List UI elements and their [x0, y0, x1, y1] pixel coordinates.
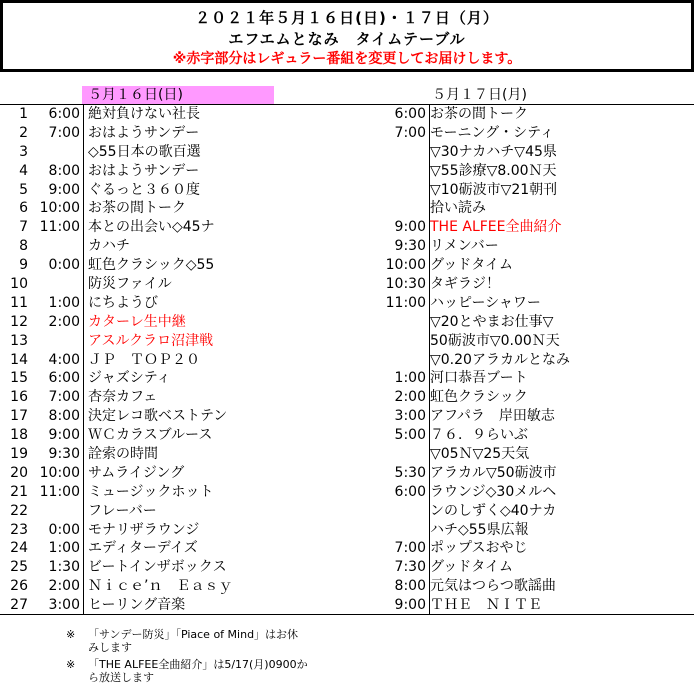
sun-time: 8:00	[48, 408, 80, 425]
mon-program: ポップスおやじ	[430, 540, 528, 557]
table-row	[0, 143, 694, 162]
row-number: 14	[10, 351, 28, 368]
sun-time: 10:00	[39, 200, 80, 217]
mon-time: 6:00	[394, 106, 426, 122]
row-number: 12	[10, 313, 28, 330]
mon-program: THE ALFEE全曲紹介	[430, 219, 562, 236]
mon-program: ハチ◇55県広報	[430, 521, 529, 538]
sun-program: ミュージックホット	[88, 483, 214, 500]
row-number: 5	[19, 181, 28, 198]
sun-time: 1:30	[48, 559, 80, 576]
mon-time: 7:30	[394, 559, 426, 576]
mon-time: 10:00	[385, 257, 426, 274]
sun-time: 9:00	[48, 181, 80, 198]
mon-time: 3:00	[394, 408, 426, 425]
mon-time: 9:00	[394, 597, 426, 614]
row-number: 1	[19, 106, 28, 122]
mon-program: ▽55診療▽8.00Ｎ天	[430, 162, 557, 179]
table-row	[0, 483, 694, 502]
row-number: 7	[19, 219, 28, 236]
sun-program: ヒーリング音楽	[88, 597, 186, 614]
sun-time: 11:00	[39, 219, 80, 236]
table-row	[0, 256, 694, 275]
row-number: 15	[10, 370, 28, 387]
mon-program: 50砺波市▽0.00Ｎ天	[430, 332, 560, 349]
sun-time: 9:00	[48, 427, 80, 444]
table-row	[0, 407, 694, 426]
row-number: 27	[10, 597, 28, 614]
table-row	[0, 388, 694, 407]
sun-program: 防災ファイル	[88, 276, 172, 293]
sun-time: 6:00	[48, 106, 80, 122]
table-row	[0, 237, 694, 256]
sun-program: 絶対負けない社長	[88, 106, 200, 122]
table-row	[0, 105, 694, 124]
sun-program: おはようサンデー	[88, 124, 200, 141]
mon-program: ＴＨＥ ＮＩＴＥ	[430, 597, 542, 614]
row-number: 25	[10, 559, 28, 576]
row-number: 18	[10, 427, 28, 444]
table-row	[0, 313, 694, 332]
sun-time: 7:00	[48, 124, 80, 141]
sun-time: 11:00	[39, 483, 80, 500]
sun-time: 10:00	[39, 464, 80, 481]
row-number: 17	[10, 408, 28, 425]
mon-program: ▽05Ｎ▽25天気	[430, 446, 530, 463]
mon-time: 1:00	[394, 370, 426, 387]
mon-time: 2:00	[394, 389, 426, 406]
sun-program: ビートインザボックス	[88, 559, 227, 576]
mon-program: ンのしずく◇40ナカ	[430, 502, 557, 519]
row-number: 9	[19, 257, 28, 274]
mon-time: 11:00	[385, 294, 426, 311]
table-row	[0, 369, 694, 388]
table-row	[0, 275, 694, 294]
row-number: 4	[19, 162, 28, 179]
mon-program: 虹色クラシック	[430, 389, 528, 406]
sun-program: おはようサンデー	[88, 162, 200, 179]
change-notice: ※赤字部分はレギュラー番組を変更してお届けします。	[172, 51, 522, 67]
table-row	[0, 426, 694, 445]
date-title: ２０２１年５月１６日(日)・１７日（月）	[195, 9, 499, 27]
sun-time: 0:00	[48, 521, 80, 538]
sun-program: ◇55日本の歌百選	[88, 143, 201, 160]
mon-program: ７６．９らいぶ	[430, 427, 528, 444]
mon-program: 拾い読み	[430, 200, 486, 217]
sun-program: フレーバー	[88, 502, 157, 519]
row-number: 19	[10, 446, 28, 463]
note-text: 「サンデー防災」「Piace of Mind」はお休みします	[88, 628, 299, 654]
row-number: 26	[10, 578, 28, 595]
table-row	[0, 199, 694, 218]
mon-program: ▽30ナカハチ▽45県	[430, 143, 557, 160]
sun-time: 1:00	[48, 540, 80, 557]
row-number: 21	[10, 483, 28, 500]
note-mark: ※	[66, 658, 76, 671]
row-number: 3	[19, 143, 28, 160]
mon-time: 9:00	[394, 219, 426, 236]
row-number: 20	[10, 464, 28, 481]
mon-program: ▽20とやまお仕事▽	[430, 313, 554, 330]
mon-time: 6:00	[394, 483, 426, 500]
table-row	[0, 521, 694, 540]
day2-header: ５月１７日(月)	[432, 87, 527, 103]
sun-time: 2:00	[48, 578, 80, 595]
sun-program: 決定レコ歌ベストテン	[88, 408, 228, 425]
row-number: 24	[10, 540, 28, 557]
sun-time: 1:00	[48, 294, 80, 311]
sun-program: にちようび	[88, 294, 158, 311]
sun-program: カターレ生中継	[88, 313, 186, 330]
day1-header: ５月１６日(日)	[82, 86, 274, 104]
table-row	[0, 464, 694, 483]
sun-program: 詮索の時間	[88, 446, 158, 463]
table-row	[0, 539, 694, 558]
mon-program: ▽10砺波市▽21朝刊	[430, 181, 558, 198]
bottom-divider	[0, 614, 694, 615]
schedule-table	[0, 105, 694, 615]
mon-time: 8:00	[394, 578, 426, 595]
sun-program: ＪＰ ＴＯＰ２０	[88, 351, 200, 368]
mon-program: グッドタイム	[430, 559, 514, 576]
table-row	[0, 162, 694, 181]
mon-time: 5:00	[394, 427, 426, 444]
sun-time: 3:00	[48, 597, 80, 614]
note-text: 「THE ALFEE全曲紹介」は5/17(月)0900から放送します	[88, 658, 308, 684]
row-number: 6	[19, 200, 28, 217]
mon-time: 5:30	[394, 464, 426, 481]
sun-program: 虹色クラシック◇55	[88, 257, 215, 274]
mon-program: 河口恭吾ブート	[430, 370, 528, 387]
row-number: 8	[19, 238, 28, 255]
sun-time: 7:00	[48, 389, 80, 406]
sun-program: 杏奈カフェ	[88, 389, 158, 406]
table-row	[0, 351, 694, 370]
sun-time: 2:00	[48, 313, 80, 330]
table-row	[0, 445, 694, 464]
sun-program: サムライジング	[88, 464, 185, 481]
mon-time: 7:00	[394, 124, 426, 141]
mon-program: アフパラ 岸田敏志	[430, 408, 555, 425]
mon-program: アラカル▽50砺波市	[430, 464, 557, 481]
mon-time: 9:30	[394, 238, 426, 255]
sun-program: エディターデイズ	[88, 540, 198, 557]
row-number: 16	[10, 389, 28, 406]
sun-program: Ｎｉｃｅ’ｎ Ｅａｓｙ	[88, 578, 233, 595]
note-mark: ※	[66, 628, 76, 641]
mon-program: ラウンジ◇30メルヘ	[430, 483, 557, 500]
sun-time: 0:00	[48, 257, 80, 274]
table-row	[0, 596, 694, 615]
sun-program: 本との出会い◇45ナ	[88, 219, 215, 236]
row-number: 22	[10, 502, 28, 519]
mon-program: グッドタイム	[430, 257, 514, 274]
mon-program: リメンバー	[430, 238, 499, 255]
sun-program: ジャズシティ	[88, 370, 171, 387]
table-row	[0, 502, 694, 521]
mon-time: 7:00	[394, 540, 426, 557]
sun-time: 4:00	[48, 351, 80, 368]
table-row	[0, 181, 694, 200]
sun-program: ぐるっと３６０度	[88, 181, 200, 198]
table-row	[0, 332, 694, 351]
table-row	[0, 294, 694, 313]
row-number: 11	[10, 294, 28, 311]
sun-program: モナリザラウンジ	[88, 521, 200, 538]
sun-time: 6:00	[48, 370, 80, 387]
mon-program: 元気はつらつ歌謡曲	[430, 578, 556, 595]
row-number: 2	[19, 124, 28, 141]
sun-program: お茶の間トーク	[88, 200, 186, 217]
table-row	[0, 124, 694, 143]
mon-program: ハッピーシャワー	[430, 294, 541, 311]
station-title: エフエムとなみ タイムテーブル	[228, 30, 466, 48]
mon-program: モーニング・シティ	[430, 124, 555, 141]
table-row	[0, 218, 694, 237]
table-row	[0, 577, 694, 596]
mon-program: タギラジ！	[430, 276, 500, 293]
mon-program: お茶の間トーク	[430, 106, 528, 122]
title-box	[0, 0, 694, 72]
sun-program: アスルクラロ沼津戦	[88, 332, 214, 349]
mon-time: 10:30	[385, 276, 426, 293]
sun-program: カハチ	[88, 238, 130, 255]
mon-program: ▽0.20アラカルとなみ	[430, 351, 570, 368]
sun-program: ＷＣカラスブルース	[88, 427, 213, 444]
sun-time: 9:30	[48, 446, 80, 463]
table-row	[0, 558, 694, 577]
sun-time: 8:00	[48, 162, 80, 179]
row-number: 23	[10, 521, 28, 538]
row-number: 10	[10, 276, 28, 293]
row-number: 13	[10, 332, 28, 349]
